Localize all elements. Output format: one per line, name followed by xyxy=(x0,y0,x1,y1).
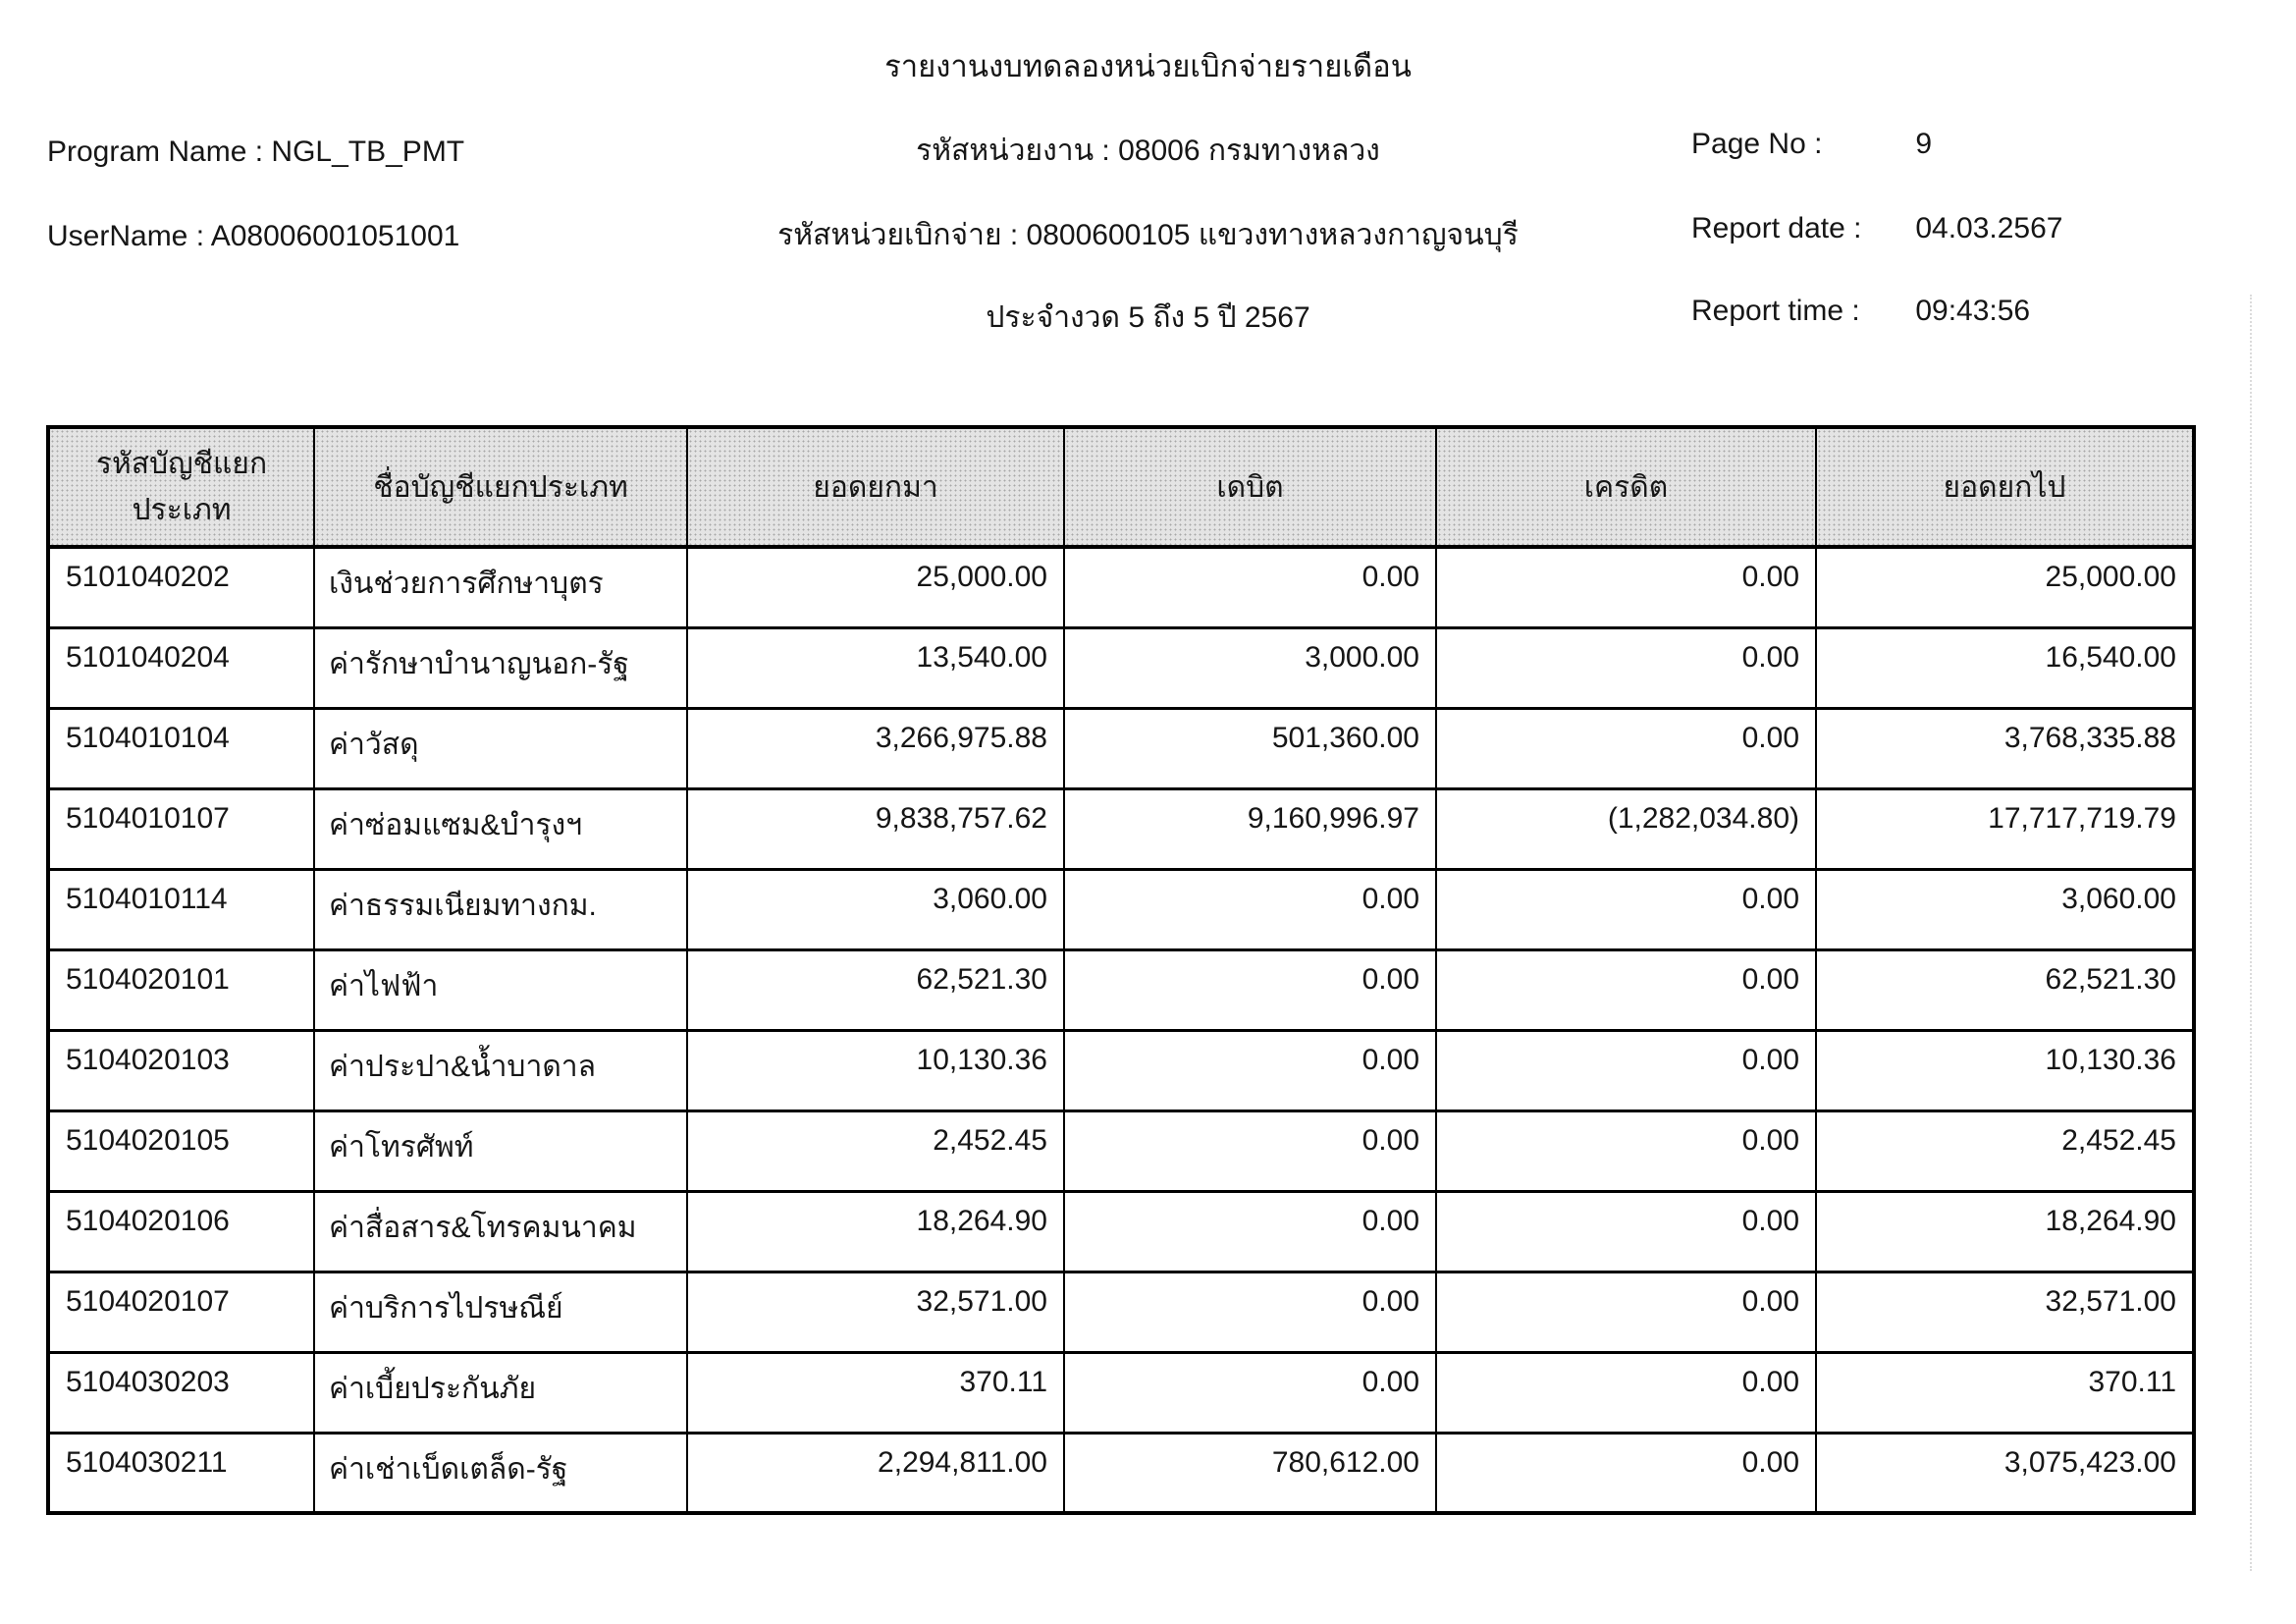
account-code-cell: 5104020103 xyxy=(48,1030,314,1110)
brought-forward-cell: 10,130.36 xyxy=(687,1030,1064,1110)
report-date-row xyxy=(1691,212,2063,245)
account-code-cell: 5104010104 xyxy=(48,708,314,788)
debit-cell: 0.00 xyxy=(1064,1191,1436,1272)
credit-cell: 0.00 xyxy=(1436,949,1816,1030)
page-no-value: 9 xyxy=(1915,128,1933,160)
account-name-cell: ค่าประปา&น้ำบาดาล xyxy=(314,1030,687,1110)
brought-forward-cell: 3,266,975.88 xyxy=(687,708,1064,788)
account-name-cell: ค่าไฟฟ้า xyxy=(314,949,687,1030)
table-row xyxy=(48,869,2194,949)
brought-forward-cell: 62,521.30 xyxy=(687,949,1064,1030)
table-body xyxy=(48,547,2194,1513)
brought-forward-cell: 32,571.00 xyxy=(687,1272,1064,1352)
header-account-code: รหัสบัญชีแยกประเภท xyxy=(48,427,314,547)
account-code-cell: 5104030203 xyxy=(48,1352,314,1433)
credit-cell: 0.00 xyxy=(1436,627,1816,708)
debit-cell: 3,000.00 xyxy=(1064,627,1436,708)
table-row xyxy=(48,627,2194,708)
brought-forward-cell: 9,838,757.62 xyxy=(687,788,1064,869)
account-name-cell: ค่ารักษาบำนาญนอก-รัฐ xyxy=(314,627,687,708)
page-no-label: Page No : xyxy=(1691,128,1823,160)
agency-code-line: รหัสหน่วยงาน : 08006 กรมทางหลวง xyxy=(916,135,1380,167)
carried-forward-cell: 10,130.36 xyxy=(1816,1030,2194,1110)
table-row xyxy=(48,1433,2194,1513)
credit-cell: (1,282,034.80) xyxy=(1436,788,1816,869)
username-label: UserName : xyxy=(47,220,205,252)
header-account-name: ชื่อบัญชีแยกประเภท xyxy=(314,427,687,547)
account-code-cell: 5104020107 xyxy=(48,1272,314,1352)
brought-forward-cell: 13,540.00 xyxy=(687,627,1064,708)
account-name-cell: ค่าวัสดุ xyxy=(314,708,687,788)
debit-cell: 501,360.00 xyxy=(1064,708,1436,788)
credit-cell: 0.00 xyxy=(1436,1272,1816,1352)
account-name-cell: ค่าเบี้ยประกันภัย xyxy=(314,1352,687,1433)
carried-forward-cell: 18,264.90 xyxy=(1816,1191,2194,1272)
brought-forward-cell: 18,264.90 xyxy=(687,1191,1064,1272)
debit-cell: 0.00 xyxy=(1064,1352,1436,1433)
carried-forward-cell: 2,452.45 xyxy=(1816,1110,2194,1191)
carried-forward-cell: 62,521.30 xyxy=(1816,949,2194,1030)
account-code-cell: 5104010107 xyxy=(48,788,314,869)
account-code-cell: 5104030211 xyxy=(48,1433,314,1513)
table-row xyxy=(48,1110,2194,1191)
debit-cell: 0.00 xyxy=(1064,1272,1436,1352)
scan-artifact-line xyxy=(2250,295,2252,1571)
program-name-row xyxy=(47,135,464,169)
carried-forward-cell: 17,717,719.79 xyxy=(1816,788,2194,869)
header-credit: เครดิต xyxy=(1436,427,1816,547)
trial-balance-table xyxy=(46,425,2196,1515)
table-row xyxy=(48,788,2194,869)
report-date-value: 04.03.2567 xyxy=(1915,212,2063,244)
username-row xyxy=(47,220,459,253)
account-code-cell: 5104010114 xyxy=(48,869,314,949)
header-debit: เดบิต xyxy=(1064,427,1436,547)
brought-forward-cell: 2,452.45 xyxy=(687,1110,1064,1191)
table-row xyxy=(48,708,2194,788)
account-name-cell: ค่าธรรมเนียมทางกม. xyxy=(314,869,687,949)
debit-cell: 0.00 xyxy=(1064,869,1436,949)
table-header-row xyxy=(48,427,2194,547)
credit-cell: 0.00 xyxy=(1436,1030,1816,1110)
table-row xyxy=(48,1191,2194,1272)
account-code-cell: 5104020105 xyxy=(48,1110,314,1191)
username-value: A08006001051001 xyxy=(210,220,460,252)
account-code-cell: 5104020101 xyxy=(48,949,314,1030)
credit-cell: 0.00 xyxy=(1436,1433,1816,1513)
account-name-cell: ค่าเช่าเบ็ดเตล็ด-รัฐ xyxy=(314,1433,687,1513)
table-row xyxy=(48,949,2194,1030)
table-header xyxy=(48,427,2194,547)
header-brought-forward: ยอดยกมา xyxy=(687,427,1064,547)
account-name-cell: ค่าซ่อมแซม&บำรุงฯ xyxy=(314,788,687,869)
brought-forward-cell: 25,000.00 xyxy=(687,547,1064,627)
debit-cell: 0.00 xyxy=(1064,547,1436,627)
credit-cell: 0.00 xyxy=(1436,1352,1816,1433)
page-no-row xyxy=(1691,128,1932,161)
carried-forward-cell: 3,060.00 xyxy=(1816,869,2194,949)
credit-cell: 0.00 xyxy=(1436,869,1816,949)
report-title: รายงานงบทดลองหน่วยเบิกจ่ายรายเดือน xyxy=(884,49,1412,83)
table-row xyxy=(48,1030,2194,1110)
program-name-value: NGL_TB_PMT xyxy=(271,135,465,168)
credit-cell: 0.00 xyxy=(1436,547,1816,627)
carried-forward-cell: 3,075,423.00 xyxy=(1816,1433,2194,1513)
account-code-cell: 5101040204 xyxy=(48,627,314,708)
period-line: ประจำงวด 5 ถึง 5 ปี 2567 xyxy=(986,301,1310,334)
account-name-cell: ค่าบริการไปรษณีย์ xyxy=(314,1272,687,1352)
debit-cell: 0.00 xyxy=(1064,1030,1436,1110)
program-name-label: Program Name : xyxy=(47,135,264,168)
debit-cell: 9,160,996.97 xyxy=(1064,788,1436,869)
debit-cell: 0.00 xyxy=(1064,949,1436,1030)
table-row xyxy=(48,547,2194,627)
carried-forward-cell: 3,768,335.88 xyxy=(1816,708,2194,788)
carried-forward-cell: 25,000.00 xyxy=(1816,547,2194,627)
carried-forward-cell: 370.11 xyxy=(1816,1352,2194,1433)
credit-cell: 0.00 xyxy=(1436,1191,1816,1272)
account-code-cell: 5101040202 xyxy=(48,547,314,627)
header-carried-forward: ยอดยกไป xyxy=(1816,427,2194,547)
brought-forward-cell: 370.11 xyxy=(687,1352,1064,1433)
brought-forward-cell: 2,294,811.00 xyxy=(687,1433,1064,1513)
carried-forward-cell: 16,540.00 xyxy=(1816,627,2194,708)
debit-cell: 0.00 xyxy=(1064,1110,1436,1191)
report-time-value: 09:43:56 xyxy=(1915,295,2031,327)
account-code-cell: 5104020106 xyxy=(48,1191,314,1272)
debit-cell: 780,612.00 xyxy=(1064,1433,1436,1513)
table-row xyxy=(48,1272,2194,1352)
carried-forward-cell: 32,571.00 xyxy=(1816,1272,2194,1352)
report-time-row xyxy=(1691,295,2030,328)
account-name-cell: ค่าสื่อสาร&โทรคมนาคม xyxy=(314,1191,687,1272)
credit-cell: 0.00 xyxy=(1436,1110,1816,1191)
credit-cell: 0.00 xyxy=(1436,708,1816,788)
report-date-label: Report date : xyxy=(1691,212,1862,244)
account-name-cell: เงินช่วยการศึกษาบุตร xyxy=(314,547,687,627)
report-time-label: Report time : xyxy=(1691,295,1860,327)
table-row xyxy=(48,1352,2194,1433)
brought-forward-cell: 3,060.00 xyxy=(687,869,1064,949)
disbursement-unit-line: รหัสหน่วยเบิกจ่าย : 0800600105 แขวงทางหลวงกาญจนบุรี xyxy=(777,219,1519,251)
account-name-cell: ค่าโทรศัพท์ xyxy=(314,1110,687,1191)
